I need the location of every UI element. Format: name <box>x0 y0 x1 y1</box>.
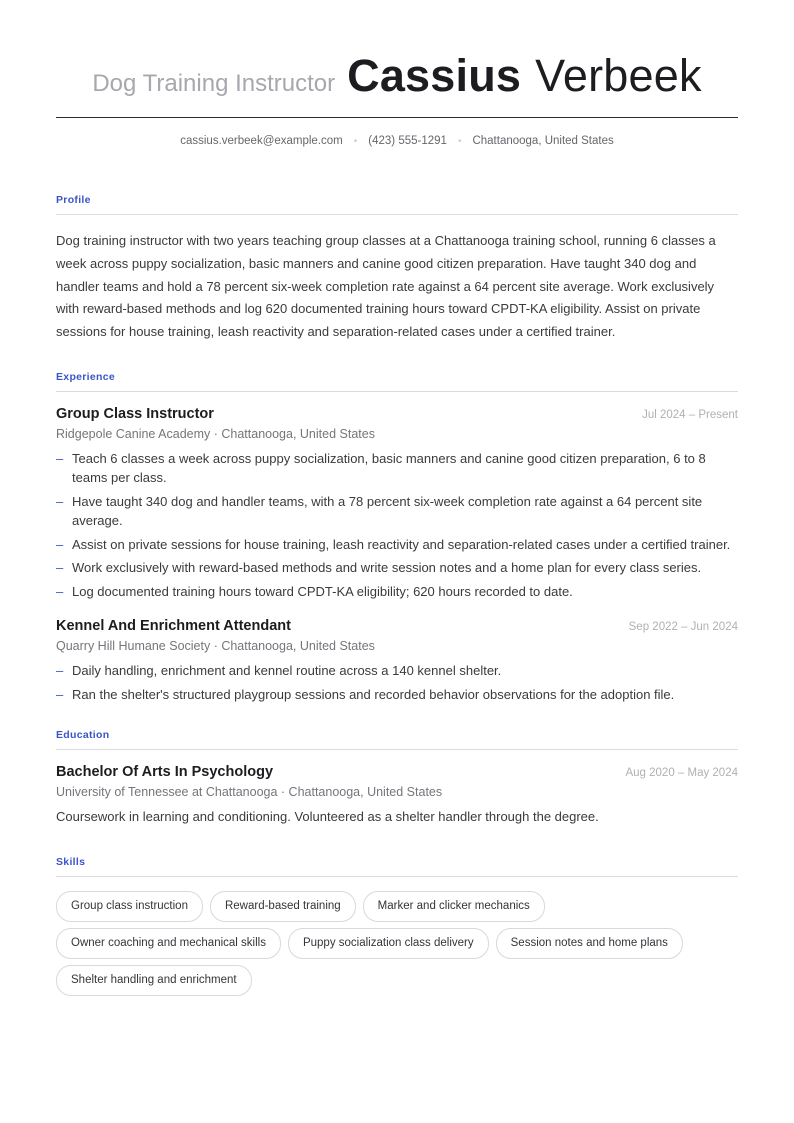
skill-chip: Group class instruction <box>56 891 203 922</box>
skill-chip: Marker and clicker mechanics <box>363 891 545 922</box>
bullet-text: Log documented training hours toward CPDT-KA eligibility; 620 hours recorded to date. <box>72 583 573 599</box>
skill-chip: Session notes and home plans <box>496 928 683 959</box>
job-organization: Quarry Hill Humane Society · Chattanooga, United States <box>56 639 375 654</box>
resume-header <box>56 0 738 104</box>
section-divider <box>56 749 738 750</box>
job-organization: Ridgepole Canine Academy · Chattanooga, United States <box>56 426 375 441</box>
section-label-skills: Skills <box>56 856 86 869</box>
school-name: University of Tennessee at Chattanooga · Chattanooga, United States <box>56 785 443 800</box>
profile-summary: Dog training instructor with two years teaching group classes at a Chattanooga training school, running 6 classes a week across puppy socialization, basic manners and canine good citizen preparation. Have taught 340 dog and handler teams and hold a 78 percent six-week completion rate against a 64 percent site average. Work exclusively with reward-based methods and log 620 documented training hours toward CPDT-KA eligibility. Assist on private sessions for house training, leash reactivity and separation-related cases under a certified trainer. <box>56 233 716 340</box>
education-section <box>56 729 738 824</box>
education-dates: Aug 2020 – May 2024 <box>625 767 738 780</box>
bullet-text: Have taught 340 dog and handler teams, with a 78 percent six-week completion rate against a 64 percent site average. <box>72 493 703 529</box>
skills-list <box>56 891 738 1002</box>
last-name: Verbeek <box>535 50 702 101</box>
bullet-text: Teach 6 classes a week across puppy socialization, basic manners and canine good citizen preparation, 6 to 8 teams per class. <box>72 450 706 486</box>
bullet-item <box>56 449 738 488</box>
job-header <box>56 618 738 634</box>
job-bullets <box>56 449 738 602</box>
job-dates: Jul 2024 – Present <box>642 408 738 421</box>
job-bullets <box>56 661 738 704</box>
contact-separator: • <box>353 135 358 147</box>
skill-chip: Owner coaching and mechanical skills <box>56 928 281 959</box>
bullet-item <box>56 582 738 602</box>
first-name: Cassius <box>347 50 522 101</box>
job-title: Dog Training Instructor <box>92 70 336 97</box>
bullet-item <box>56 661 738 681</box>
education-entry <box>56 764 738 824</box>
section-label-education: Education <box>56 729 110 742</box>
job-title-entry: Group Class Instructor <box>56 405 214 422</box>
job-entry <box>56 406 738 602</box>
bullet-item <box>56 535 738 555</box>
skill-chip: Shelter handling and enrichment <box>56 965 252 996</box>
contact-location: Chattanooga, United States <box>472 135 614 147</box>
degree-title: Bachelor Of Arts In Psychology <box>56 764 274 781</box>
education-description: Coursework in learning and conditioning. Volunteered as a shelter handler through the degree. <box>56 809 599 825</box>
job-dates: Sep 2022 – Jun 2024 <box>628 621 738 634</box>
section-divider <box>56 391 738 392</box>
profile-section <box>56 194 738 344</box>
bullet-text: Work exclusively with reward-based methods and write session notes and a home plan for every class series. <box>72 560 702 576</box>
bullet-text: Daily handling, enrichment and kennel routine across a 140 kennel shelter. <box>72 663 502 679</box>
dash-icon: – <box>56 560 64 576</box>
contact-bar <box>56 135 738 147</box>
dash-icon: – <box>56 583 64 599</box>
bullet-text: Assist on private sessions for house training, leash reactivity and separation-related cases under a certified trainer. <box>72 536 731 552</box>
job-header <box>56 406 738 422</box>
section-label-experience: Experience <box>56 370 116 383</box>
contact-phone[interactable]: (423) 555-1291 <box>368 135 447 147</box>
job-entry <box>56 618 738 704</box>
skill-chip: Puppy socialization class delivery <box>288 928 489 959</box>
dash-icon: – <box>56 663 64 679</box>
section-label-profile: Profile <box>56 194 91 206</box>
job-title-entry: Kennel And Enrichment Attendant <box>56 618 291 635</box>
contact-separator: • <box>457 135 462 147</box>
section-divider <box>56 876 738 877</box>
bullet-item <box>56 558 738 578</box>
skill-chip: Reward-based training <box>210 891 356 922</box>
resume-page <box>56 0 738 1002</box>
dash-icon: – <box>56 686 64 702</box>
skills-section <box>56 856 738 1002</box>
education-header <box>56 764 738 780</box>
dash-icon: – <box>56 536 64 552</box>
header-divider <box>56 117 738 118</box>
contact-email[interactable]: cassius.verbeek@example.com <box>180 135 343 147</box>
dash-icon: – <box>56 493 64 509</box>
section-divider <box>56 214 738 215</box>
bullet-item <box>56 685 738 705</box>
bullet-text: Ran the shelter's structured playgroup sessions and recorded behavior observations for the adoption file. <box>72 686 675 702</box>
dash-icon: – <box>56 450 64 466</box>
bullet-item <box>56 492 738 531</box>
experience-section <box>56 371 738 705</box>
